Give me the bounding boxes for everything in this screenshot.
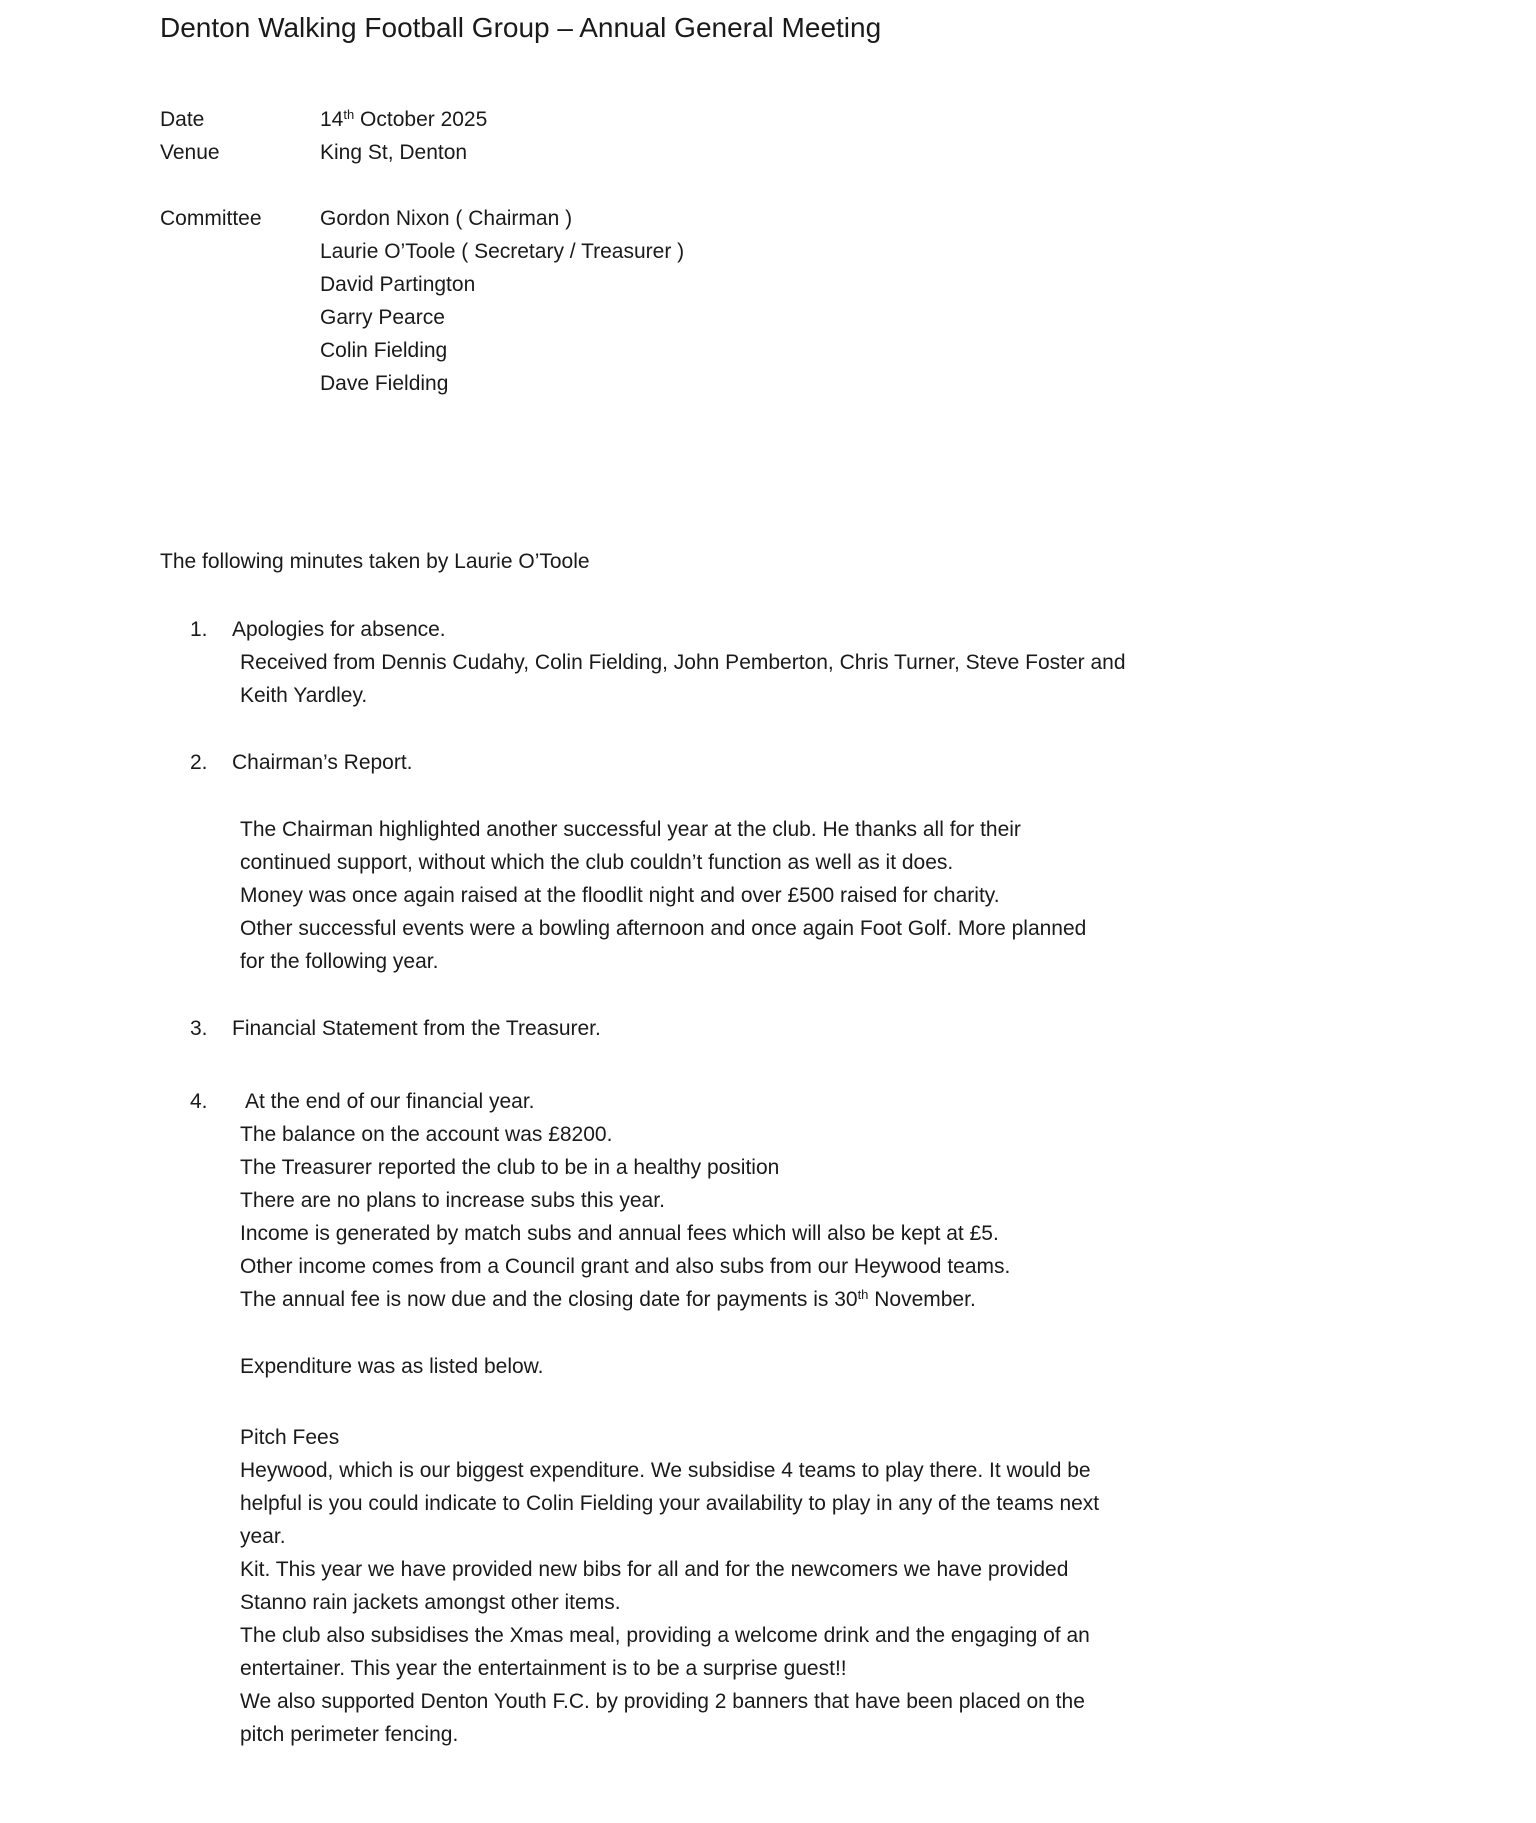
- body-line: pitch perimeter fencing.: [240, 1723, 459, 1746]
- date-value: [320, 103, 487, 136]
- item-title: Chairman’s Report.: [232, 751, 413, 774]
- committee-members: [320, 202, 684, 400]
- committee-member: Dave Fielding: [320, 372, 449, 395]
- body-line: Other successful events were a bowling afternoon and once again Foot Golf. More planned: [240, 917, 1087, 940]
- date-day: 14: [320, 108, 344, 131]
- item-title: At the end of our financial year.: [245, 1090, 535, 1113]
- body-line: The Treasurer reported the club to be in a healthy position: [240, 1156, 780, 1179]
- body-line: Keith Yardley.: [240, 684, 368, 707]
- date-row: [160, 103, 1476, 136]
- date-label: Date: [160, 108, 205, 131]
- item-title: Financial Statement from the Treasurer.: [232, 1017, 601, 1040]
- item-number: 2.: [190, 751, 208, 774]
- agenda-item-2: [160, 746, 1476, 978]
- body-line: We also supported Denton Youth F.C. by providing 2 banners that have been placed on the: [240, 1690, 1085, 1713]
- body-line: for the following year.: [240, 950, 439, 973]
- page-title: Denton Walking Football Group – Annual General Meeting: [160, 12, 882, 43]
- body-line: The club also subsidises the Xmas meal, providing a welcome drink and the engaging of an: [240, 1624, 1090, 1647]
- item-number: 3.: [190, 1017, 208, 1040]
- committee-member: David Partington: [320, 273, 476, 296]
- item-number: 1.: [190, 618, 208, 641]
- body-line: Other income comes from a Council grant and also subs from our Heywood teams.: [240, 1255, 1011, 1278]
- body-line: year.: [240, 1525, 286, 1548]
- agenda-list: [160, 613, 1476, 1751]
- item-title: Apologies for absence.: [232, 618, 446, 641]
- date-rest: October 2025: [354, 108, 488, 131]
- item-head: [190, 1085, 1476, 1118]
- ordinal-superscript: th: [343, 107, 355, 122]
- body-line: The Chairman highlighted another successful year at the club. He thanks all for their: [240, 818, 1021, 841]
- body-line: entertainer. This year the entertainment is to be a surprise guest!!: [240, 1657, 847, 1680]
- committee-row: [160, 202, 1476, 400]
- ordinal-superscript: th: [857, 1287, 869, 1302]
- venue-value: King St, Denton: [320, 141, 468, 164]
- item-body: [240, 1118, 1476, 1751]
- body-line: Stanno rain jackets amongst other items.: [240, 1591, 621, 1614]
- minutes-note: The following minutes taken by Laurie O’Toole: [160, 550, 590, 573]
- committee-member: Gordon Nixon ( Chairman ): [320, 207, 573, 230]
- committee-member: Garry Pearce: [320, 306, 445, 329]
- body-line: There are no plans to increase subs this year.: [240, 1189, 665, 1212]
- body-line: Heywood, which is our biggest expenditure. We subsidise 4 teams to play there. It would be: [240, 1459, 1091, 1482]
- body-line: Money was once again raised at the floodlit night and over £500 raised for charity.: [240, 884, 1000, 907]
- item-number: 4.: [190, 1090, 208, 1113]
- body-line: Received from Dennis Cudahy, Colin Fielding, John Pemberton, Chris Turner, Steve Foster and: [240, 651, 1126, 674]
- committee-label: Committee: [160, 207, 262, 230]
- body-line: continued support, without which the club couldn’t function as well as it does.: [240, 851, 954, 874]
- fee-prefix: The annual fee is now due and the closing date for payments is 30: [240, 1288, 858, 1311]
- annual-fee-line: [240, 1283, 1476, 1316]
- item-body: [240, 646, 1476, 712]
- committee-member: Laurie O’Toole ( Secretary / Treasurer ): [320, 240, 685, 263]
- agenda-item-3: [160, 1012, 1476, 1045]
- item-head: [190, 1012, 1476, 1045]
- committee-member: Colin Fielding: [320, 339, 448, 362]
- agenda-item-4: [160, 1085, 1476, 1751]
- agenda-item-1: [160, 613, 1476, 712]
- body-line: The balance on the account was £8200.: [240, 1123, 613, 1146]
- fee-suffix: November.: [868, 1288, 976, 1311]
- venue-label: Venue: [160, 141, 220, 164]
- meeting-info: [160, 103, 1476, 400]
- body-line: helpful is you could indicate to Colin Fielding your availability to play in any of the teams next: [240, 1492, 1100, 1515]
- expenditure-intro: Expenditure was as listed below.: [240, 1355, 544, 1378]
- body-line: Kit. This year we have provided new bibs for all and for the newcomers we have provided: [240, 1558, 1069, 1581]
- venue-row: [160, 136, 1476, 169]
- body-line: Pitch Fees: [240, 1426, 340, 1449]
- expenditure-details: [240, 1421, 1476, 1751]
- item-body: [240, 813, 1476, 978]
- body-line: Income is generated by match subs and annual fees which will also be kept at £5.: [240, 1222, 999, 1245]
- item-head: [190, 613, 1476, 646]
- item-head: [190, 746, 1476, 779]
